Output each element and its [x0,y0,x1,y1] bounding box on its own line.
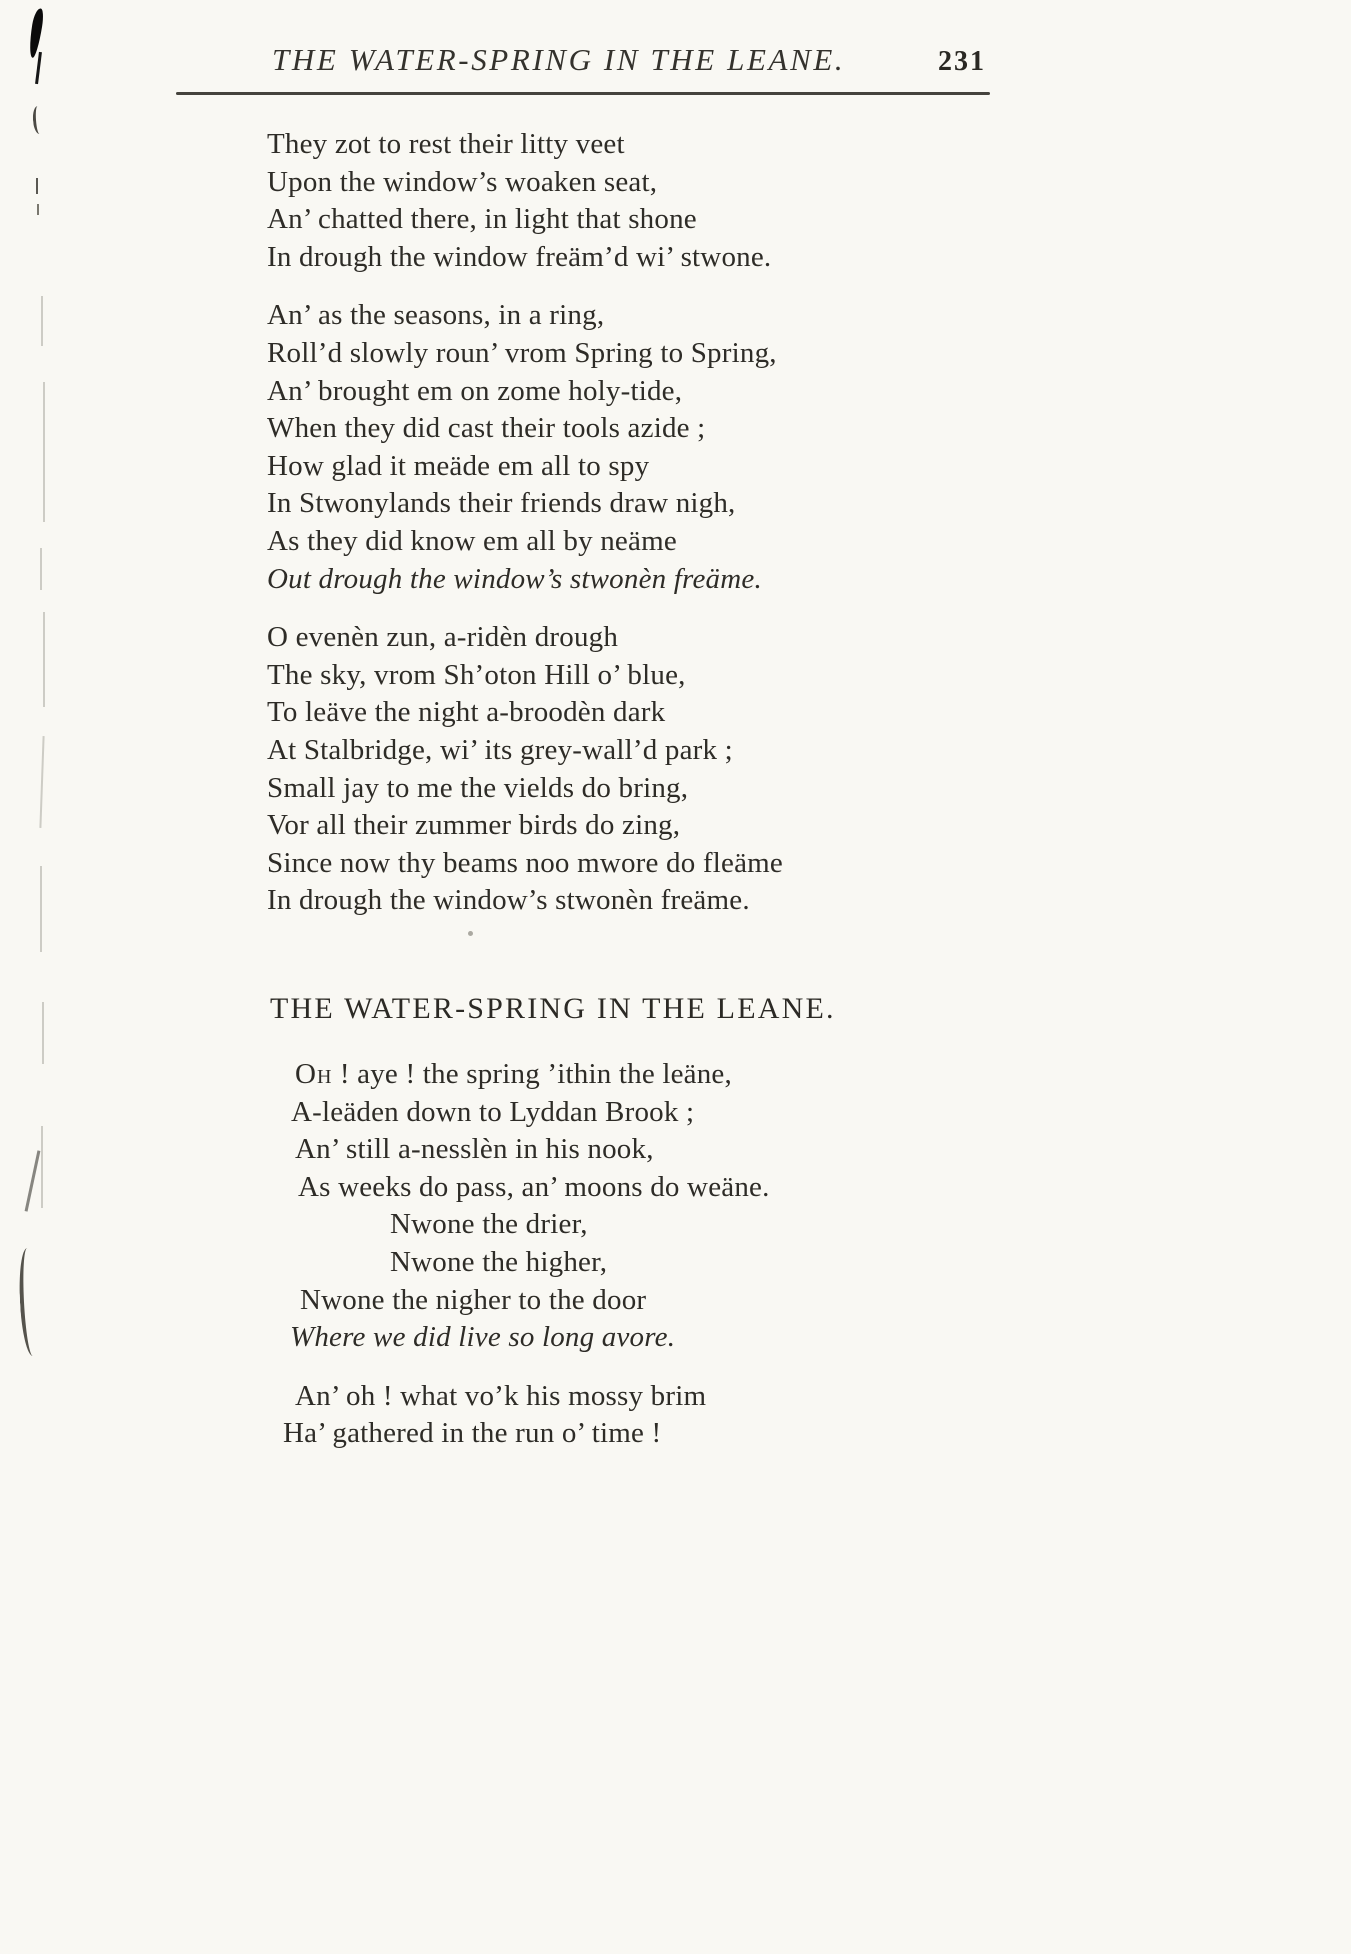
scan-artifact [40,866,42,952]
poem-line: How glad it meäde em all to spy [267,449,650,482]
poem-line: Small jay to me the vields do bring, [267,771,689,804]
poem-line: To leäve the night a-broodèn dark [267,696,666,729]
poem-line: Nwone the higher, [390,1245,608,1278]
small-caps-word: Oh [295,1058,333,1090]
poem-line: O evenèn zun, a-ridèn drough [267,621,619,654]
poem-line: They zot to rest their litty veet [267,128,625,160]
poem-line: At Stalbridge, wi’ its grey-wall’d park ; [267,733,733,766]
line-text: ! aye ! the spring ’ithin the leäne, [332,1058,732,1090]
scan-artifact [36,178,38,194]
stanza [267,619,783,920]
poem-line: Where we did live so long avore. [290,1321,676,1354]
scan-artifact [32,106,45,135]
poem-line: A-leäden down to Lyddan Brook ; [291,1095,695,1128]
poem-line: Upon the window’s woaken seat, [267,165,658,198]
poem-line: Vor all their zummer birds do zing, [267,809,681,842]
scan-artifact [41,1126,43,1208]
scan-artifact [25,1150,41,1211]
poem-line: Out drough the window’s stwonèn freäme. [267,562,762,595]
poem-line: An’ oh ! what vo’k his mossy brim [295,1379,707,1412]
poem-line: Since now thy beams noo mwore do fleäme [267,846,783,879]
poem-line: Ha’ gathered in the run o’ time ! [283,1417,662,1450]
poem-line: In drough the window freäm’d wi’ stwone. [267,240,772,273]
poem-title: THE WATER-SPRING IN THE LEANE. [270,992,836,1025]
header-rule [176,92,990,95]
stanza [267,126,783,276]
poem-line: An’ still a-nesslèn in his nook, [295,1133,654,1166]
scan-artifact [41,296,43,346]
poem-line: As weeks do pass, an’ moons do weäne. [298,1170,770,1203]
scan-artifact [40,548,42,590]
poem-line: Nwone the drier, [390,1208,588,1241]
running-head [272,42,986,78]
stanza [267,297,783,598]
running-title: THE WATER-SPRING IN THE LEANE. [272,42,846,77]
poem-line: An’ brought em on zome holy-tide, [267,374,683,407]
poem-line: As they did know em all by neäme [267,524,677,557]
scan-artifact [42,1002,44,1064]
poem-line: In drough the window’s stwonèn freäme. [267,884,750,917]
poem-continuation [267,126,783,941]
poem-line: Nwone the nigher to the door [300,1283,647,1316]
page-number: 231 [938,46,986,77]
scan-artifact [43,382,45,522]
ink-blot-artifact [27,8,45,59]
poem-line: An’ chatted there, in light that shone [267,203,697,236]
poem-line: In Stwonylands their friends draw nigh, [267,487,736,520]
poem-line [295,1056,770,1094]
poem-water-spring [283,1056,770,1474]
scan-artifact [37,204,39,215]
poem-line: When they did cast their tools azide ; [267,412,706,445]
stanza [283,1056,770,1357]
ink-blot-artifact [35,52,42,84]
scan-artifact [43,612,45,707]
poem-line: An’ as the seasons, in a ring, [267,299,605,332]
poem-line: The sky, vrom Sh’oton Hill o’ blue, [267,658,686,691]
poem-line: Roll’d slowly roun’ vrom Spring to Spring, [267,336,777,369]
scan-artifact [17,1248,43,1357]
scan-artifact [39,736,44,828]
stanza [283,1378,770,1453]
